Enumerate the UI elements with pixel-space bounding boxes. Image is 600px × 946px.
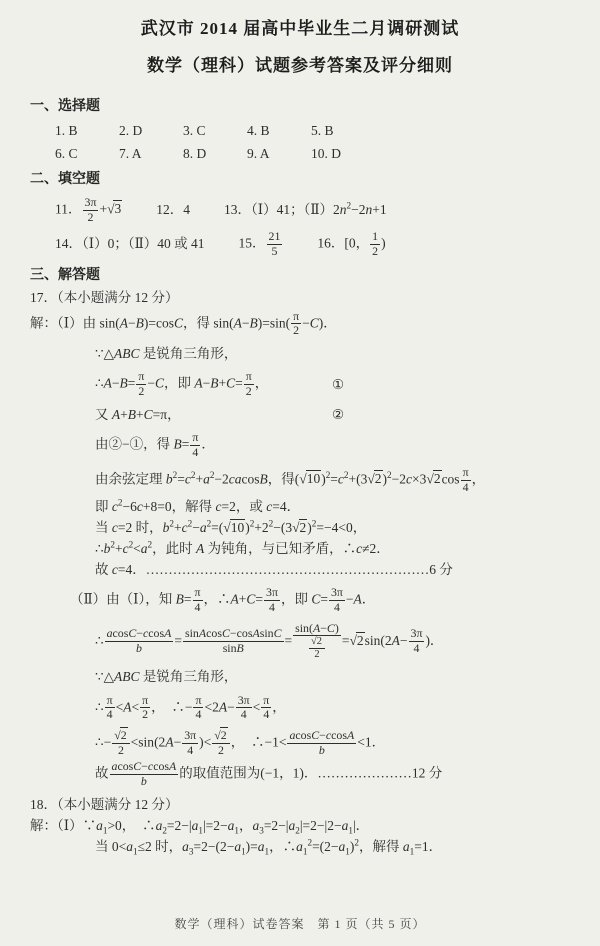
fraction: $\frac{3\pi}{4}$ (266, 585, 278, 615)
fill-answer: 13．（Ⅰ）41；$(Ⅱ)2n^2-2n+1$ (223, 200, 387, 218)
q18-header: 18．（本小题满分 12 分） (30, 796, 179, 812)
sqrt-radical: √3 (107, 201, 122, 217)
fraction: $\frac{acosC-ccosA}{b}$ (289, 727, 355, 757)
fraction: $\frac{√2}{2}$ (212, 729, 229, 757)
choice-answer: 1. B (55, 122, 78, 138)
sqrt-radical: √2 (310, 636, 322, 648)
equation-number: ① (332, 376, 345, 392)
solution-line: （Ⅱ）由（Ⅰ），知 B= $\frac{\pi}{4}$ ，∴A+C= $\frac{3\pi}{4}$ ，即 C= $\frac{3\pi}{4}$ −A． (70, 585, 376, 615)
solution-line: 故 c=4．………………………………………………………6 分 (95, 562, 453, 578)
fraction: $\frac{3\pi}{2}$ (84, 195, 97, 224)
fill-answer: 16．[0， $\frac{1}{2}$ ) (317, 229, 386, 259)
choice-answer: 9. A (247, 145, 270, 161)
section-heading-fill: 二、填空题 (30, 172, 100, 188)
fraction: $\frac{\sin(A-C)}{\frac{√2}{2}}$ (295, 620, 339, 661)
sqrt-radical: √10 (223, 519, 245, 535)
solution-line: 又 A+B+C=π， ② (95, 406, 600, 424)
page-title: 武汉市 2014 届高中毕业生二月调研测试 (140, 19, 460, 38)
choice-answer-row (55, 122, 600, 140)
solution-line: 由②−①，得 B= $\frac{\pi}{4}$ ． (95, 429, 215, 459)
solution-line: ∴A−B= $\frac{\pi}{2}$ −C，即 A−B+C= $\frac{\pi}{2}$ ， ① (95, 369, 345, 399)
sqrt-radical: √2 (349, 632, 364, 648)
fill-answer: 14．（Ⅰ）0；（Ⅱ）40 或 41 (55, 236, 205, 252)
solution-line: 当 c=2 时，$b^2+c^2-a^2=(√10)^2+2^2-(3√2)^2=-4<0$， (95, 518, 367, 535)
fraction: $\frac{\text{sinAcosC−cosAsinC}}{\sin B}$ (185, 626, 282, 656)
solution-line: 解：（Ⅰ）由 sin(A−B)=cosC，得 sin(A−B)=sin( $\frac{\pi}{2}$ −C)． (30, 308, 337, 338)
fraction: $\frac{√2}{2}$ (112, 729, 129, 757)
sqrt-radical: √2 (114, 727, 127, 742)
choice-answer: 3. C (183, 122, 206, 138)
fill-answer-row (55, 230, 600, 258)
solution-line: $\therefore b^2+c^2<a^2$，此时 A 为钝角，与已知矛盾，∴c≠2． (95, 539, 390, 556)
choice-answer-grid (0, 122, 600, 163)
solution-line: ∴− $\frac{√2}{2}$ <sin(2A− $\frac{3\pi}{4}$ )< $\frac{√2}{2}$ ， ∴−1< $\frac{acosC-ccosA}{b}$ <1． (95, 727, 386, 757)
fraction: $\frac{21}{5}$ (268, 229, 281, 259)
choice-answer: 2. D (119, 122, 143, 138)
solution-line: 当 $0<a_1\le 2$ 时，$a_3=2-(2-a_1)=a_1$，$\therefore a_1^2=(2-a_1)^2$，解得 $a_1=1$． (95, 837, 443, 857)
q17-header: 17．（本小题满分 12 分） (30, 289, 179, 305)
solution-line: ∴ $\frac{\pi}{4}$ <A< $\frac{\pi}{2}$ ， ∴− $\frac{\pi}{4}$ <2A− $\frac{3\pi}{4}$ < $\frac{\pi}{4}$ ， (95, 692, 286, 722)
sqrt-radical: √2 (367, 471, 382, 487)
fraction: $\frac{\pi}{2}$ (142, 692, 149, 722)
solution-line: 解：$(Ⅰ)\because a_1>0$， $\therefore a_2=2-|a_1|=2-a_1$，$a_3=2-|a_2|=2-|2-a_1|$． (30, 817, 370, 836)
solution-line: 故 $\frac{acosC-ccosA}{b}$ 的取值范围为(−1，1)．…………………12 分 (95, 759, 443, 788)
fraction: $\frac{acosC-ccosA}{b}$ (106, 626, 172, 656)
choice-answer: 6. C (55, 145, 78, 161)
fraction: $\frac{1}{2}$ (372, 229, 379, 259)
choice-answer-row (55, 145, 600, 163)
choice-answer: 8. D (183, 145, 207, 161)
solution-line: ∵△ABC 是锐角三角形， (95, 669, 238, 685)
choice-answer: 10. D (311, 145, 341, 161)
fraction: $\frac{\pi}{4}$ (106, 692, 113, 722)
page-subtitle: 数学（理科）试题参考答案及评分细则 (147, 55, 453, 75)
fraction: $\frac{\pi}{2}$ (245, 369, 252, 399)
fraction: $\frac{\pi}{2}$ (138, 369, 145, 399)
solution-line: ∴ $\frac{acosC-ccosA}{b}$ = $\frac{\text{sinAcosC−cosAsinC}}{\sin B}$ = $\frac{\sin(A-C)}{\frac{√2}{2}}$ =√2sin(2A− $\frac{3\pi}{4}$ )． (95, 620, 444, 661)
fill-answer: 12．4 (156, 202, 190, 218)
choice-answer: 4. B (247, 122, 270, 138)
choice-answer: 5. B (311, 122, 334, 138)
fraction: $\frac{\pi}{4}$ (462, 465, 469, 494)
fraction: $\frac{√2}{2}$ (309, 636, 325, 661)
fraction: $\frac{\pi}{4}$ (194, 585, 201, 615)
section-heading-solutions: 三、解答题 (30, 267, 100, 283)
fraction: $\frac{acosC-ccosA}{b}$ (111, 759, 177, 788)
sqrt-radical: √2 (214, 727, 227, 742)
fraction: $\frac{\pi}{4}$ (192, 429, 199, 459)
fill-answer: 11． $\frac{3\pi}{2}$ +√3 (55, 195, 122, 224)
fill-answer: 15． $\frac{21}{5}$ (238, 229, 281, 259)
fraction: $\frac{\pi}{2}$ (293, 308, 300, 338)
fraction: $\frac{\pi}{4}$ (195, 692, 202, 722)
fraction: $\frac{3\pi}{4}$ (237, 692, 250, 722)
section-heading-choice: 一、选择题 (30, 98, 100, 114)
solution-steps (0, 289, 600, 857)
fraction: $\frac{3\pi}{4}$ (184, 727, 197, 757)
solution-line: 即 $c^2-6c+8=0$，解得 c=2，或 c=4． (95, 497, 301, 514)
fraction: $\frac{\pi}{4}$ (263, 692, 270, 722)
fill-answer-row (55, 196, 600, 224)
sqrt-radical: √2 (426, 471, 441, 487)
fill-answer-lines (0, 196, 600, 259)
solution-line: 由余弦定理 $b^2=c^2+a^2-2cacosB$，得$(√10)^2=c^2+(3√2)^2-2c\times 3√2\cos$ $\frac{\pi}{4}$ ， (95, 465, 486, 494)
choice-answer: 7. A (119, 145, 142, 161)
solution-line: ∵△ABC 是锐角三角形， (95, 346, 238, 362)
equation-number: ② (332, 406, 345, 422)
sqrt-radical: √2 (292, 519, 307, 535)
sqrt-radical: √10 (299, 471, 321, 487)
fraction: $\frac{3\pi}{4}$ (410, 626, 423, 656)
page-footer: 数学（理科）试卷答案 第 1 页（共 5 页） (174, 916, 426, 931)
fraction: $\frac{3\pi}{4}$ (330, 585, 343, 615)
